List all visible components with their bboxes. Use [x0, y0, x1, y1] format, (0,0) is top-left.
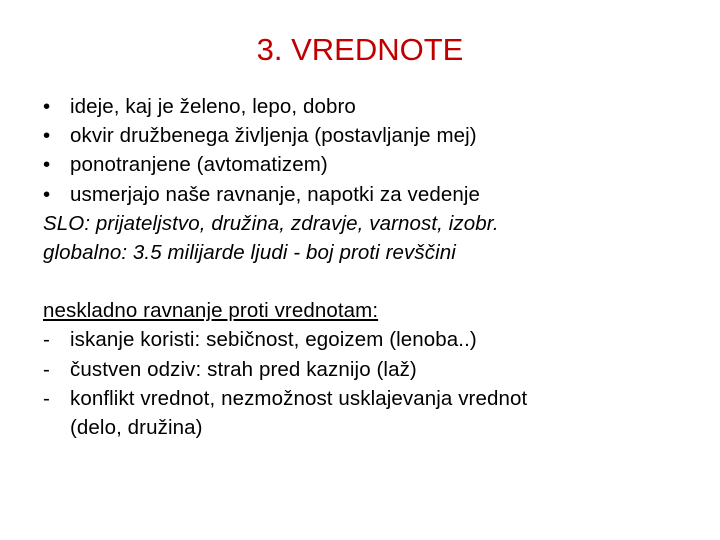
bullet-item — [43, 150, 693, 179]
dash-marker: - — [43, 357, 50, 381]
bullet-item — [43, 180, 693, 209]
example-global: globalno: 3.5 milijarde ljudi - boj proti revščini — [43, 241, 456, 265]
bullet-item — [43, 121, 693, 150]
dash-text: čustven odziv: strah pred kaznijo (laž) — [70, 357, 417, 381]
dash-text: konflikt vrednot, nezmožnost usklajevanja vrednot — [70, 386, 528, 410]
bullet-icon: • — [43, 124, 51, 148]
bullet-icon: • — [43, 95, 51, 118]
dash-item-continuation: (delo, družina) — [70, 416, 203, 440]
dash-marker: - — [43, 386, 50, 410]
bullet-icon: • — [43, 153, 51, 177]
dash-item — [43, 355, 693, 384]
bullet-text: ideje, kaj je želeno, lepo, dobro — [70, 95, 356, 118]
bullet-text: okvir družbenega življenja (postavljanje mej) — [70, 124, 477, 148]
slide-title: 3. VREDNOTE — [256, 32, 464, 67]
section-heading: neskladno ravnanje proti vrednotam: — [43, 299, 379, 323]
bullet-text: ponotranjene (avtomatizem) — [70, 153, 328, 177]
bullet-item — [43, 92, 693, 121]
dash-text: iskanje koristi: sebičnost, egoizem (lenoba..) — [70, 328, 477, 352]
bullet-text: usmerjajo naše ravnanje, napotki za vedenje — [70, 182, 480, 206]
slide-body — [43, 92, 693, 442]
bullet-icon: • — [43, 182, 51, 206]
dash-marker: - — [43, 328, 50, 352]
example-slo: SLO: prijateljstvo, družina, zdravje, varnost, izobr. — [43, 211, 499, 235]
spacer — [43, 267, 693, 296]
dash-item — [43, 325, 693, 354]
dash-item — [43, 384, 693, 413]
